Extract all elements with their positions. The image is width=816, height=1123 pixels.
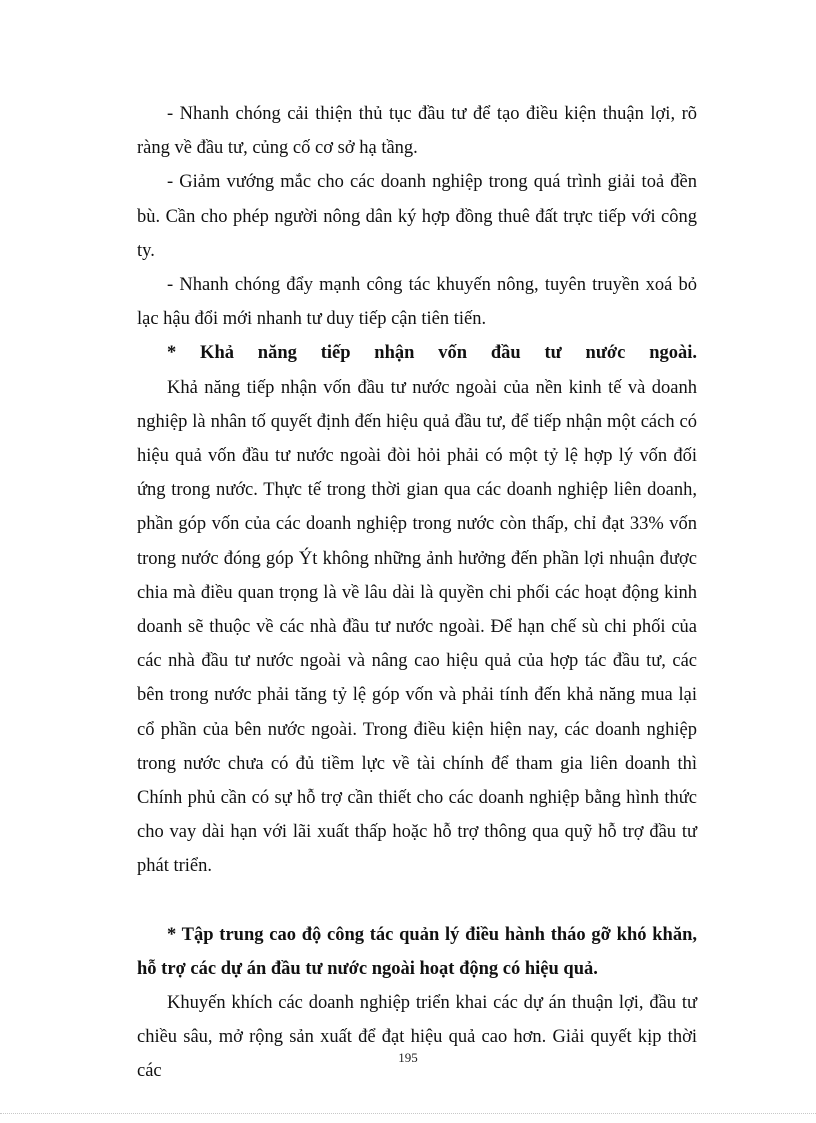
page-number: 195 (398, 1050, 418, 1065)
paragraph-capital-absorption: Khả năng tiếp nhận vốn đầu tư nước ngoài của nền kinh tế và doanh nghiệp là nhân tố quyết định đến hiệu quả đầu tư, để tiếp nhận một cách có hiệu quả vốn đầu tư nước ngoài đòi hỏi phải có một tỷ lệ hợp lý vốn đối ứng trong nước. Thực tế trong thời gian qua các doanh nghiệp liên doanh, phần góp vốn của các doanh nghiệp trong nước còn thấp, chỉ đạt 33% vốn trong nước đóng góp Ýt không những ảnh hưởng đến phần lợi nhuận được chia mà điều quan trọng là về lâu dài là quyền chi phối các hoạt động kinh doanh sẽ thuộc về các nhà đầu tư nước ngoài. Để hạn chế sù chi phối của các nhà đầu tư nước ngoài và nâng cao hiệu quả của hợp tác đầu tư, các bên trong nước phải tăng tỷ lệ góp vốn và phải tính đến khả năng mua lại cổ phần của bên nước ngoài. Trong điều kiện hiện nay, các doanh nghiệp trong nước chưa có đủ tiềm lực về tài chính để tham gia liên doanh thì Chính phủ cần có sự hỗ trợ cần thiết cho các doanh nghiệp bằng hình thức cho vay dài hạn với lãi xuất thấp hoặc hỗ trợ thông qua quỹ hỗ trợ đầu tư phát triển. (137, 377, 697, 877)
page-body (137, 97, 697, 1089)
page-bottom-divider (0, 1113, 816, 1114)
section-heading-management: * Tập trung cao độ công tác quản lý điều hành tháo gỡ khó khăn, hỗ trợ các dự án đầu tư nước ngoài hoạt động có hiệu quả. (137, 924, 697, 979)
section-heading-capital-absorption: * Khả năng tiếp nhận vốn đầu tư nước ngoài. (167, 343, 697, 364)
paragraph-encourage-enterprises: Khuyến khích các doanh nghiệp triển khai các dự án thuận lợi, đầu tư chiều sâu, mở rộng sản xuất để đạt hiệu quả cao hơn. Giải quyết kịp thời các (137, 993, 697, 1082)
paragraph-reduce-obstacles: - Giảm vướng mắc cho các doanh nghiệp trong quá trình giải toả đền bù. Cần cho phép người nông dân ký hợp đồng thuê đất trực tiếp với công ty. (137, 172, 697, 261)
paragraph-agricultural-extension: - Nhanh chóng đẩy mạnh công tác khuyến nông, tuyên truyền xoá bỏ lạc hậu đổi mới nhanh tư duy tiếp cận tiên tiến. (137, 275, 697, 330)
paragraph-improve-procedures: - Nhanh chóng cải thiện thủ tục đầu tư để tạo điều kiện thuận lợi, rõ ràng về đầu tư, củng cố cơ sở hạ tầng. (137, 104, 697, 159)
